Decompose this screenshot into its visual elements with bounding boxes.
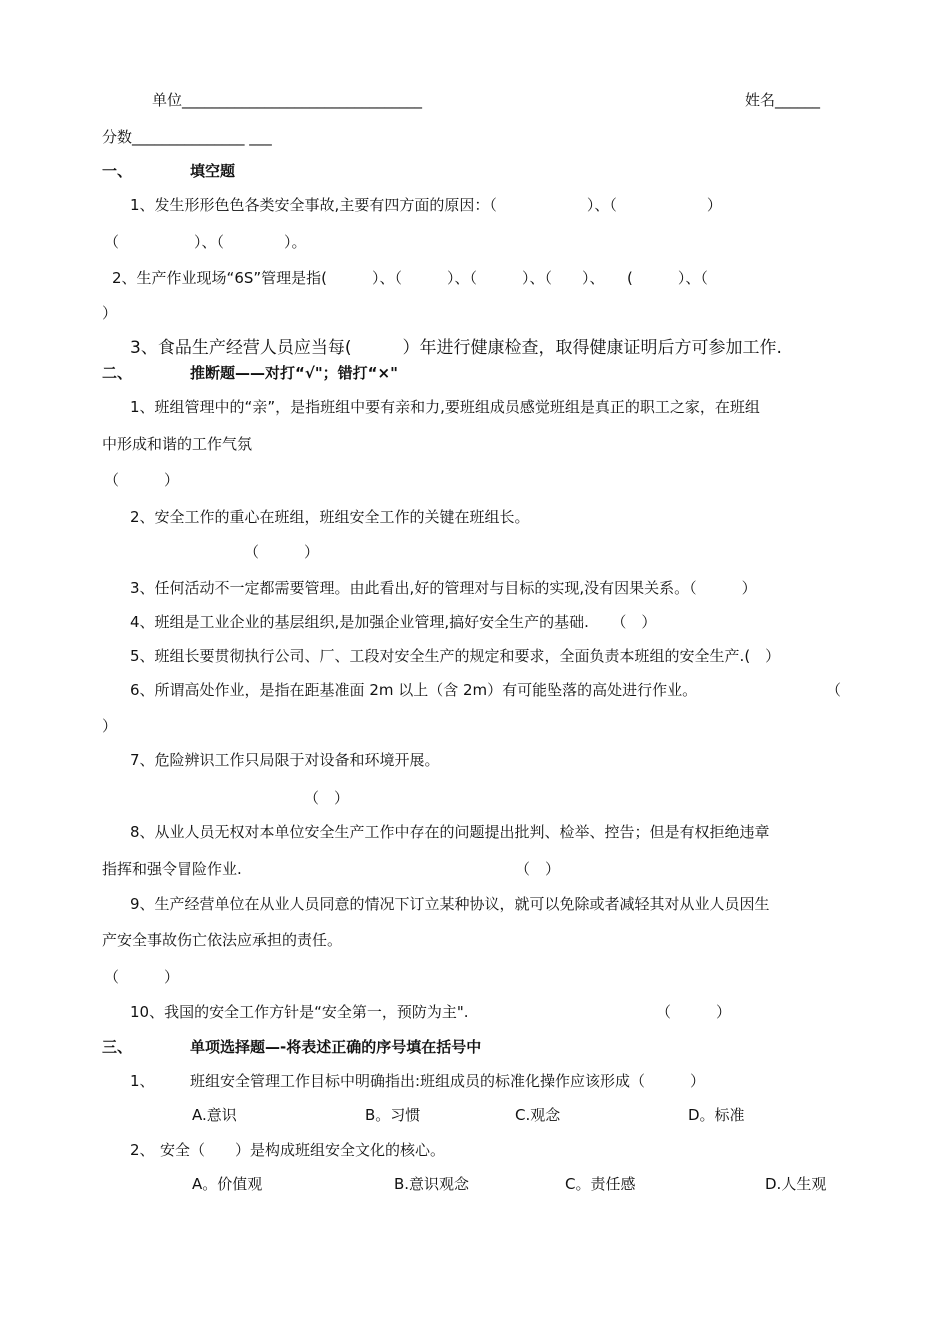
choice-q1-option-b: B。习惯 [365, 1106, 421, 1124]
fill-q2-line1: 2、生产作业现场“6S”管理是指( ）、（ ）、（ ）、（ ）、 ( ）、（ [112, 269, 708, 287]
fill-q1-line2: （ ）、（ ）。 [104, 233, 307, 251]
judge-q9-line1: 9、生产经营单位在从业人员同意的情况下订立某种协议，就可以免除或者减轻其对从业人员因生 [130, 895, 770, 913]
judge-q1-answer: （ ） [104, 471, 180, 489]
section-1-title: 填空题 [190, 162, 236, 180]
choice-q1-stem: 班组安全管理工作目标中明确指出:班组成员的标准化操作应该形成（ ） [190, 1072, 706, 1090]
choice-q2-number: 2、 [130, 1141, 155, 1159]
judge-q1-line1: 1、班组管理中的“亲”，是指班组中要有亲和力,要班组成员感觉班组是真正的职工之家，在班组 [130, 398, 760, 416]
choice-q2-option-d: D.人生观 [765, 1175, 827, 1193]
judge-q3: 3、任何活动不一定都需要管理。由此看出,好的管理对与目标的实现,没有因果关系。（ ） [130, 579, 757, 597]
judge-q8-answer: （ ） [515, 860, 561, 878]
choice-q2-stem: 安全（ ）是构成班组安全文化的核心。 [160, 1141, 446, 1159]
section-2-title: 推断题——对打“√"；错打“×" [190, 364, 398, 382]
judge-q10-answer: （ ） [656, 1003, 732, 1021]
judge-q8-line1: 8、从业人员无权对本单位安全生产工作中存在的问题提出批判、检举、控告；但是有权拒绝违章 [130, 823, 770, 841]
fill-q3: 3、食品生产经营人员应当每( ）年进行健康检查，取得健康证明后方可参加工作. [130, 338, 782, 358]
section-1-number: 一、 [102, 162, 133, 180]
choice-q1-number: 1、 [130, 1072, 155, 1090]
choice-q1-option-a: A.意识 [192, 1106, 237, 1124]
choice-q1-option-d: D。标准 [688, 1106, 745, 1124]
name-field: 姓名______ [745, 91, 821, 109]
choice-q2-option-b: B.意识观念 [394, 1175, 470, 1193]
judge-q9-line2: 产安全事故伤亡依法应承担的责任。 [102, 931, 343, 949]
judge-q10: 10、我国的安全工作方针是“安全第一，预防为主". [130, 1003, 469, 1021]
section-3-title: 单项选择题—-将表述正确的序号填在括号中 [190, 1038, 482, 1056]
judge-q6: 6、所谓高处作业，是指在距基准面 2m 以上（含 2m）有可能坠落的高处进行作业。 [130, 681, 698, 699]
fill-q2-line2: ） [102, 304, 118, 322]
choice-q1-option-c: C.观念 [515, 1106, 561, 1124]
unit-field: 单位________________________________ [152, 91, 423, 109]
judge-q8-line2: 指挥和强令冒险作业. [102, 860, 242, 878]
judge-q2: 2、安全工作的重心在班组，班组安全工作的关键在班组长。 [130, 508, 530, 526]
choice-q2-option-c: C。责任感 [565, 1175, 636, 1193]
judge-q5: 5、班组长要贯彻执行公司、厂、工段对安全生产的规定和要求，全面负责本班组的安全生产.( ） [130, 647, 781, 665]
judge-q6-answer-close: ） [102, 717, 118, 735]
fill-q1-line1: 1、发生形形色色各类安全事故,主要有四方面的原因：（ ）、（ ） [130, 196, 722, 214]
judge-q7: 7、危险辨识工作只局限于对设备和环境开展。 [130, 751, 440, 769]
judge-q4: 4、班组是工业企业的基层组织,是加强企业管理,搞好安全生产的基础. （ ） [130, 613, 657, 631]
section-2-number: 二、 [102, 364, 133, 382]
judge-q9-answer: （ ） [104, 968, 180, 986]
choice-q2-option-a: A。价值观 [192, 1175, 263, 1193]
judge-q2-answer: （ ） [244, 543, 320, 561]
judge-q7-answer: （ ） [304, 789, 350, 807]
section-3-number: 三、 [102, 1038, 133, 1056]
score-field: 分数_______________ ___ [102, 128, 272, 146]
judge-q6-answer-open: （ [826, 681, 842, 699]
judge-q1-line2: 中形成和谐的工作气氛 [102, 435, 253, 453]
